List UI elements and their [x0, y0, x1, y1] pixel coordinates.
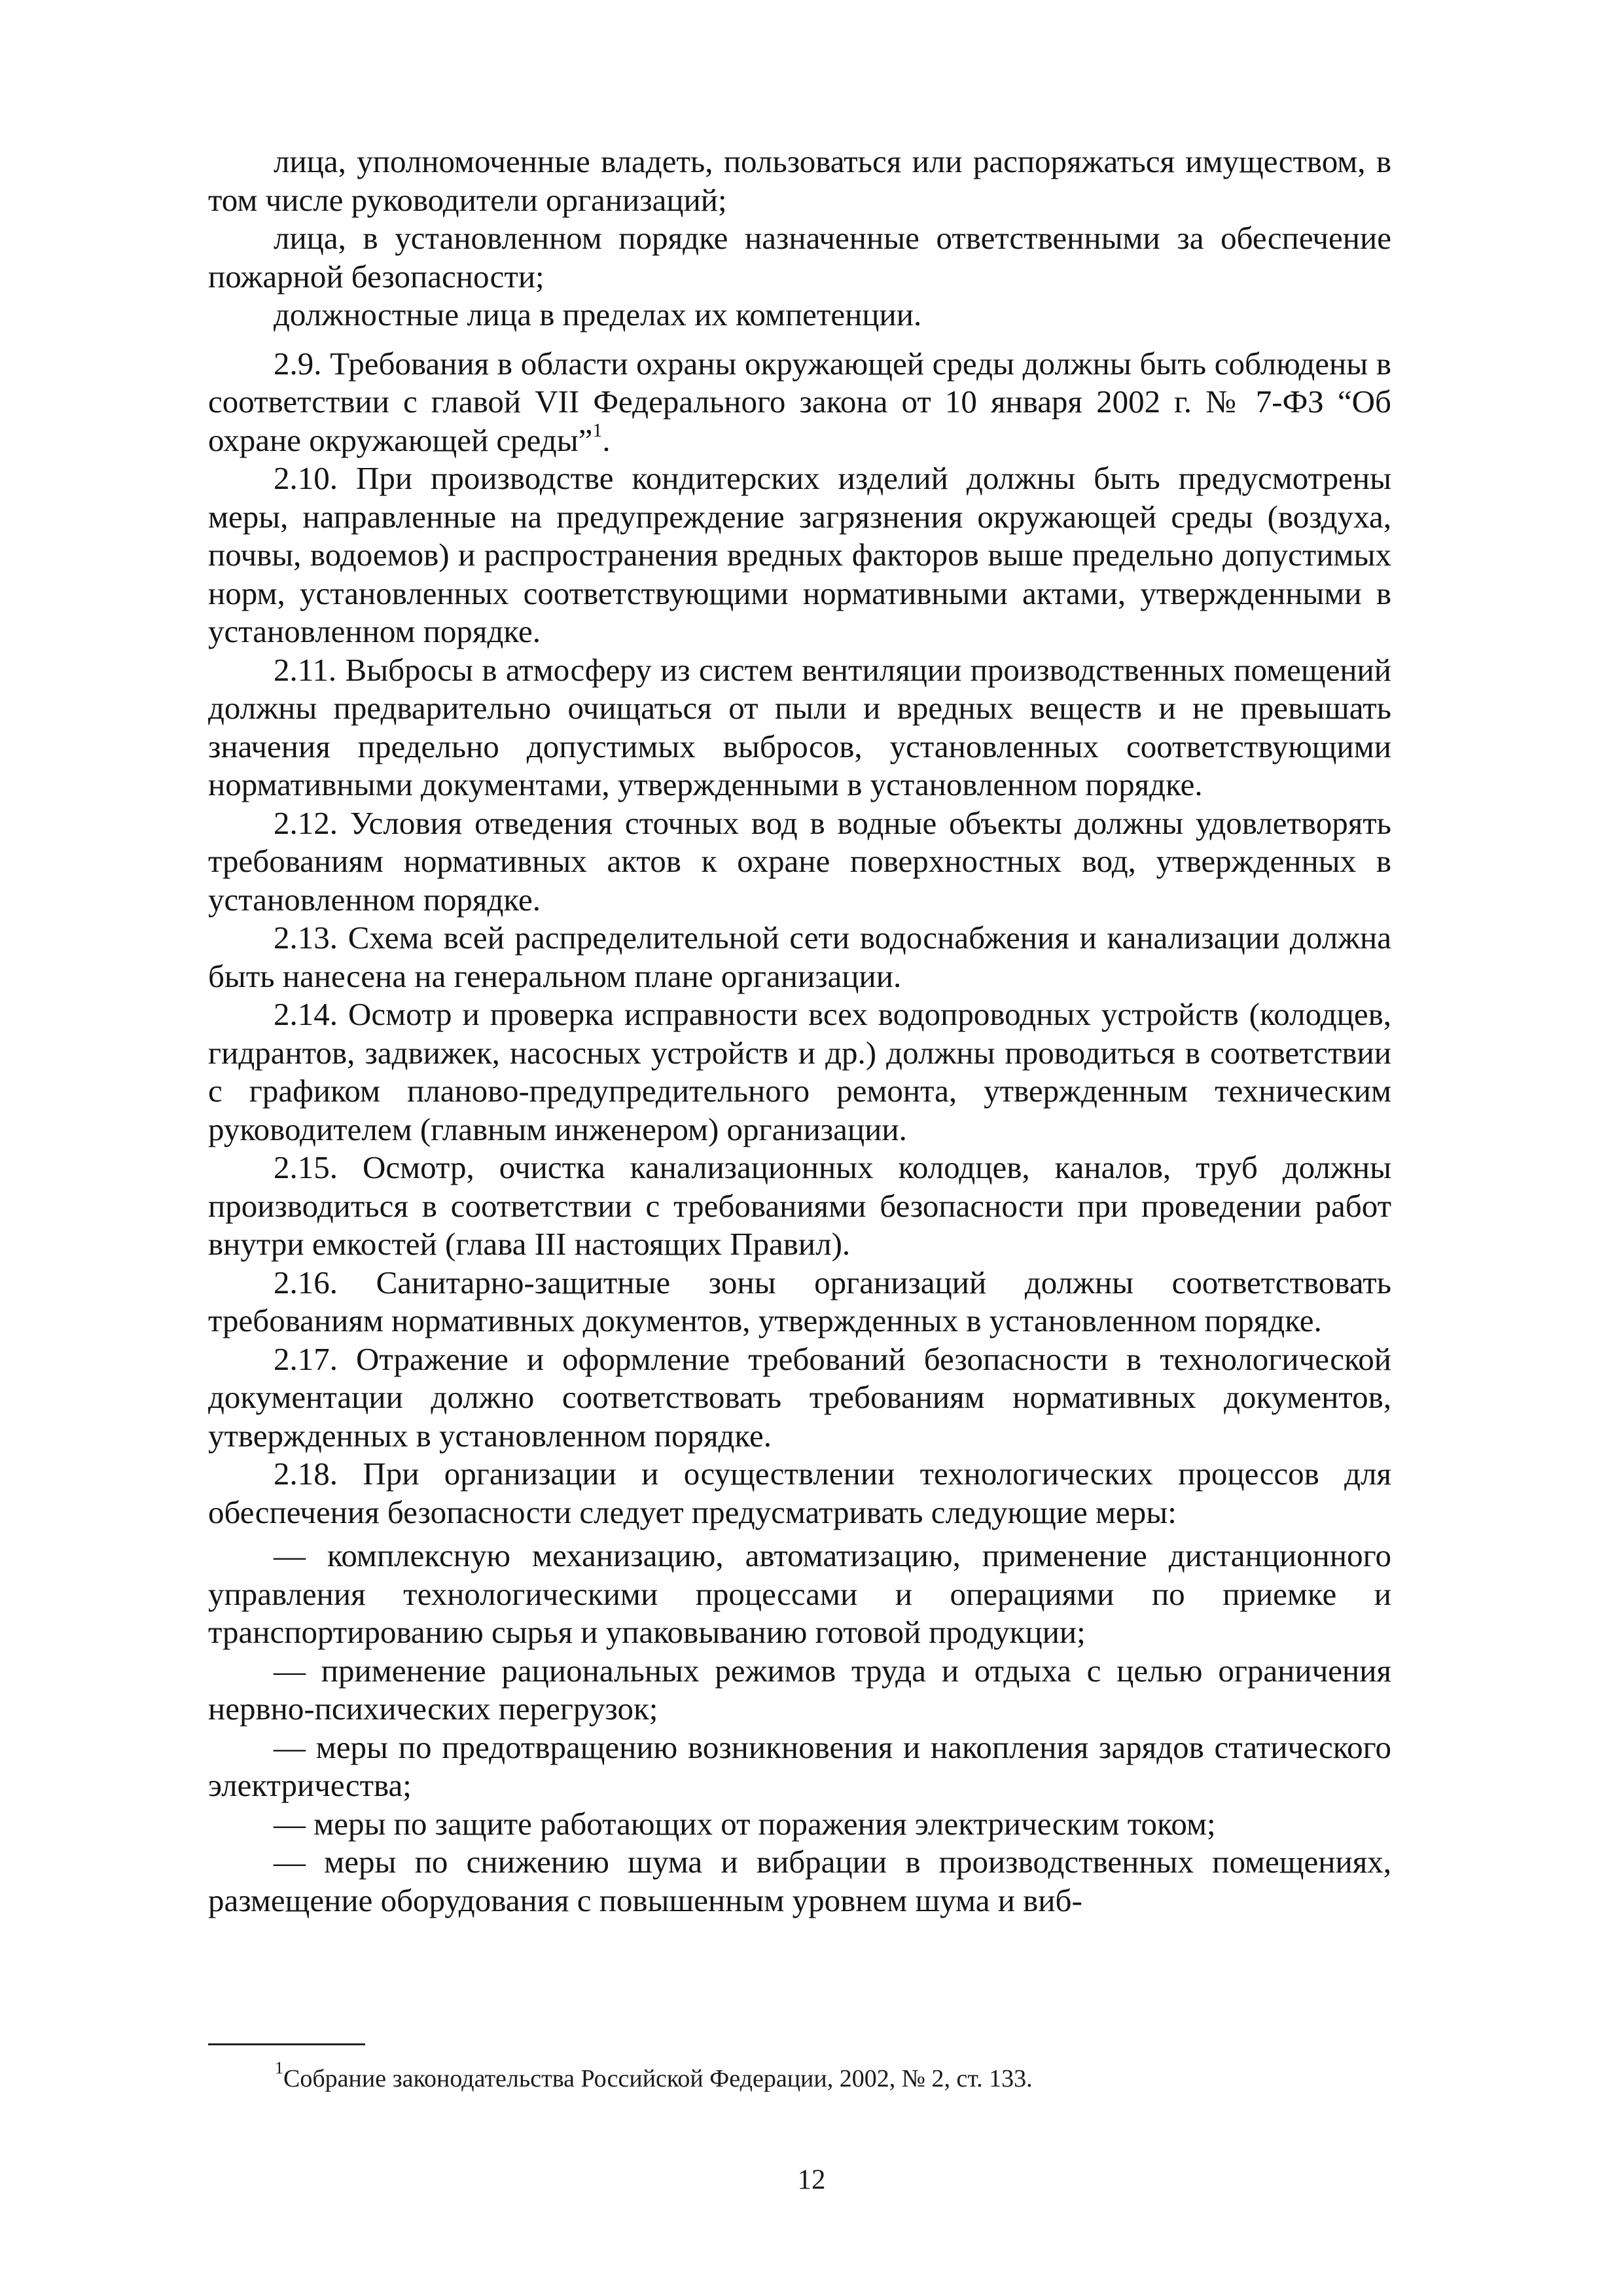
paragraph-owners: лица, уполномоченные владеть, пользоваться или распоряжаться имуществом, в том числе руководители организаций; [208, 143, 1391, 218]
clause-2-10: 2.10. При производстве кондитерских изделий должны быть предусмотрены меры, направленные на предупреждение загрязнения окружающей среды (воздуха, почвы, водоемов) и распространения вредных факторов выше предельно допустимых норм, установленных соответствующими нормативными актами, утвержденными в установленном порядке. [208, 460, 1391, 649]
measure-electric-shock: — меры по защите работающих от поражения электрическим током; [274, 1805, 1216, 1842]
measure-noise-vibration: — меры по снижению шума и вибрации в производственных помещениях, размещение оборудования с повышенным уровнем шума и виб- [208, 1844, 1391, 1918]
measure-static-electricity: — меры по предотвращению возникновения и накопления зарядов статического электричества; [208, 1729, 1391, 1803]
clause-2-11: 2.11. Выбросы в атмосферу из систем вентиляции производственных помещений должны предварительно очищаться от пыли и вредных веществ и не превышать значения предельно допустимых выбросов, установленных соответствующими нормативными документами, утвержденными в установленном порядке. [208, 651, 1391, 802]
clause-2-9-period: . [602, 422, 611, 458]
paragraph-officials: должностные лица в пределах их компетенции. [274, 296, 922, 332]
measure-work-rest-regimes: — применение рациональных режимов труда и отдыха с целью ограничения нервно-психических перегрузок; [208, 1652, 1391, 1727]
footnote-reference: 1 [592, 420, 603, 442]
clause-2-17: 2.17. Отражение и оформление требований безопасности в технологической документации должно соответствовать требованиям нормативных документов, утвержденных в установленном порядке. [208, 1340, 1391, 1454]
footnote-marker: 1 [275, 2058, 283, 2078]
clause-2-16: 2.16. Санитарно-защитные зоны организаций должны соответствовать требованиям нормативных документов, утвержденных в установленном порядке. [208, 1264, 1391, 1338]
clause-2-12: 2.12. Условия отведения сточных вод в водные объекты должны удовлетворять требованиям нормативных актов к охране поверхностных вод, утвержденных в установленном порядке. [208, 804, 1391, 918]
paragraph-fire-safety-responsible: лица, в установленном порядке назначенные ответственными за обеспечение пожарной безопасности; [208, 220, 1391, 295]
clause-2-9-text: 2.9. Требования в области охраны окружающей среды должны быть соблюдены в соответствии с главой VII Федерального закона от 10 января 2002 г. № 7-ФЗ “Об охране окружающей среды” [208, 345, 1391, 458]
body-text [208, 143, 1391, 1920]
clause-2-15: 2.15. Осмотр, очистка канализационных колодцев, каналов, труб должны производиться в соответствии с требованиями безопасности при проведении работ внутри емкостей (глава III настоящих Правил). [208, 1149, 1391, 1262]
page-number: 12 [797, 2164, 826, 2195]
measure-mechanization: — комплексную механизацию, автоматизацию, применение дистанционного управления технологическими процессами и операциями по приемке и транспортированию сырья и упаковыванию готовой продукции; [208, 1537, 1391, 1650]
footnote-divider [208, 2043, 365, 2045]
clause-2-18: 2.18. При организации и осуществлении технологических процессов для обеспечения безопасности следует предусматривать следующие меры: [208, 1456, 1391, 1530]
clause-2-9 [208, 345, 1391, 460]
footnote-text: Собрание законодательства Российской Федерации, 2002, № 2, ст. 133. [283, 2065, 1033, 2092]
footnote [275, 2058, 1387, 2094]
clause-2-14: 2.14. Осмотр и проверка исправности всех водопроводных устройств (колодцев, гидрантов, задвижек, насосных устройств и др.) должны проводиться в соответствии с графиком планово-предупредительного ремонта, утвержденным техническим руководителем (главным инженером) организации. [208, 996, 1391, 1147]
clause-2-13: 2.13. Схема всей распределительной сети водоснабжения и канализации должна быть нанесена на генеральном плане организации. [208, 920, 1391, 994]
